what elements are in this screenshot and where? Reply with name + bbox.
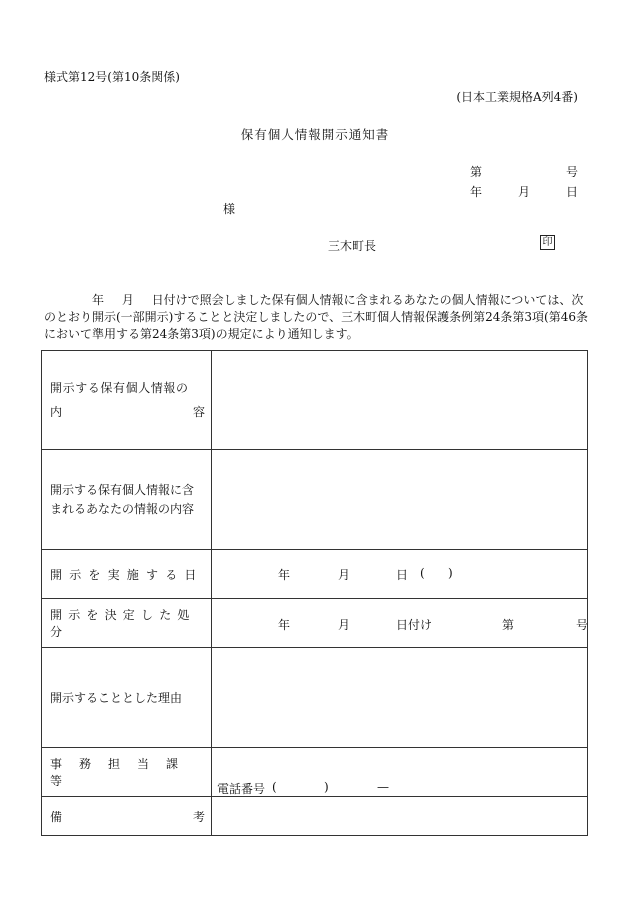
form-number: 様式第12号(第10条関係) [44,70,180,84]
label-decision [42,599,212,648]
value-disclosure-date[interactable] [212,550,588,599]
notice-body [44,292,588,343]
value-remarks[interactable] [212,797,588,836]
disclosure-form-table [41,350,588,836]
value-decision[interactable] [212,599,588,648]
label-bi: 備 [50,809,63,824]
issuer-name: 三木町長 [328,239,377,253]
paren-open: ( [420,566,425,580]
decision-month: 月 [338,618,351,632]
label-disclosed-content [42,351,212,450]
body-line-2: のとおり開示(一部開示)することと決定しましたので、三木町個人情報保護条例第24条第3項(第46条 [44,310,588,324]
row-reason [42,648,588,748]
label-reason-text: 開示することとした理由 [50,691,183,705]
decision-dai: 第 [502,618,515,632]
value-office[interactable] [212,748,588,797]
label-disclosed-content-b [50,400,205,424]
label-disclosed-content-a: 開示する保有個人情報の [50,381,189,395]
value-included-content[interactable] [212,450,588,550]
label-office-text: 事務担当課等 [50,757,196,788]
value-disclosed-content[interactable] [212,351,588,450]
label-kou: 考 [192,809,205,824]
body-line-1: 年 月 日付けで照会しました保有個人情報に含まれるあなたの個人情報については、次 [92,293,584,307]
label-decision-text: 開示を決定した処分 [50,608,196,639]
phone-label: 電話番号 [217,782,266,796]
decision-go: 号 [576,618,589,632]
date-year: 年 [470,185,483,199]
label-you: 容 [192,405,205,419]
phone-paren-open: ( [272,780,277,794]
date-month: 月 [518,185,531,199]
document-title: 保有個人情報開示通知書 [240,127,390,142]
label-reason [42,648,212,748]
label-office [42,748,212,797]
label-remarks [42,797,212,836]
paper-size-note: (日本工業規格A列4番) [456,90,578,104]
disclosure-day: 日 [396,568,409,582]
phone-dash: — [377,780,389,794]
phone-paren-close: ) [324,780,329,794]
row-remarks [42,797,588,836]
number-dai: 第 [470,165,483,179]
label-included-b: まれるあなたの情報の内容 [50,501,195,516]
value-reason[interactable] [212,648,588,748]
seal-mark: 印 [540,235,555,250]
row-included-content [42,450,588,550]
addressee-suffix: 様 [223,202,236,216]
disclosure-month: 月 [338,568,351,582]
disclosure-year: 年 [278,568,291,582]
row-disclosure-date [42,550,588,599]
label-included-a: 開示する保有個人情報に含 [50,482,195,497]
label-included-content [42,450,212,550]
label-remarks-text [50,808,205,825]
row-decision [42,599,588,648]
label-disclosure-date-text: 開示を実施する日 [50,567,204,582]
date-day: 日 [566,185,579,199]
label-disclosure-date [42,550,212,599]
number-go: 号 [566,165,579,179]
row-disclosed-content [42,351,588,450]
label-nai: 内 [50,405,63,419]
decision-date-suffix: 日付け [396,618,433,632]
decision-year: 年 [278,618,291,632]
row-office [42,748,588,797]
body-line-3: において準用する第24条第3項)の規定により通知します。 [44,327,359,341]
paren-close: ) [448,566,453,580]
